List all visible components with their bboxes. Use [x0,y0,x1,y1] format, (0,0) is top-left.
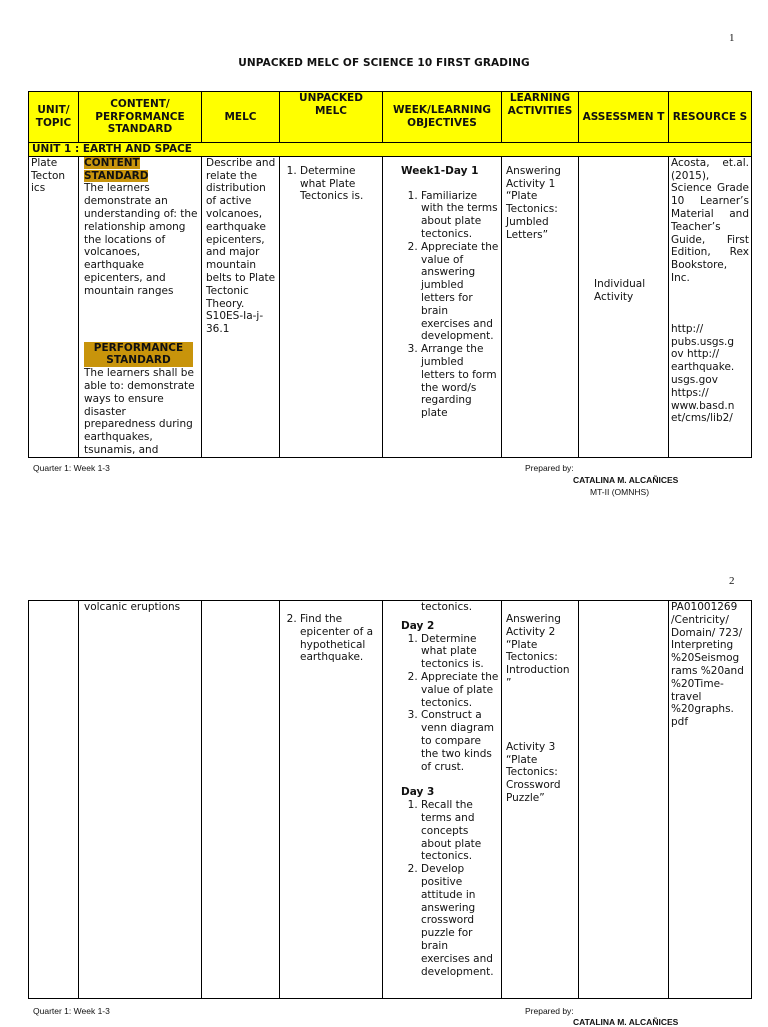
objectives-cell [383,601,502,999]
header-week-objectives: WEEK/LEARNING OBJECTIVES [383,92,502,143]
activity-text: Answering Activity 1 “Plate Tectonics: Jumbled Letters” [506,164,561,241]
header-unit-topic: UNIT/ TOPIC [29,92,79,143]
topic-cell [29,601,79,999]
document-title: UNPACKED MELC OF SCIENCE 10 FIRST GRADING [238,57,530,69]
melc-table-page2 [28,600,752,999]
day3-objective-item: 2. Develop positive attitude in answering crossword puzzle for brain exercises and development. [421,863,499,978]
page-number: 2 [729,575,735,587]
activity2-text: Answering Activity 2 “Plate Tectonics: Introduction ” [506,613,570,689]
performance-standard-text: The learners shall be able to: demonstrate ways to ensure disaster preparedness during earthquakes, tsunamis, and [84,367,195,456]
resources-cell [669,156,752,457]
footer-prepared-by: Prepared by: [525,1006,574,1016]
unpacked-melc-cell [280,601,383,999]
day2-objective-item: 3. Construct a venn diagram to compare the two kinds of crust. [421,709,499,773]
header-learning-activities: LEARNING ACTIVITIES [502,92,579,143]
header-melc: MELC [202,92,280,143]
header-unpacked-melc: UNPACKED MELC [280,92,383,143]
week-day-label: Week1-Day 1 [401,164,479,177]
melc-table-page1 [28,91,752,458]
header-assessment: ASSESSMEN T [579,92,669,143]
objective-item: 3. Arrange the jumbled letters to form the word/s regarding plate [421,343,499,420]
day2-label: Day 2 [401,619,435,632]
activities-cell [502,156,579,457]
objective-item: 2. Appreciate the value of answering jumbled letters for brain exercises and development. [421,241,499,343]
unpacked-melc-item: 2. Find the epicenter of a hypothetical earthquake. [300,613,380,664]
melc-cell [202,601,280,999]
assessment-text: Individual Activity [594,277,646,303]
day3-label: Day 3 [401,786,435,799]
standards-cell [79,601,202,999]
footer-quarter: Quarter 1: Week 1-3 [33,1006,110,1016]
activity3-text: Activity 3 “Plate Tectonics: Crossword Puzzle” [506,740,561,804]
standards-cell [79,156,202,457]
day2-objective-item: 1. Determine what plate tectonics is. [421,633,499,671]
melc-cell [202,156,280,457]
melc-text: Describe and relate the distribution of active volcanoes, earthquake epicenters, and major mountain belts to Plate Tectonic Theory. S10ES-Ia-j-36.1 [206,156,276,336]
resource-links-continuation: PA01001269 /Centricity/ Domain/ 723/ Interpreting %20Seismog rams %20and %20Time- travel %20graphs. pdf [671,601,744,729]
header-content-standard: CONTENT/ PERFORMANCE STANDARD [79,92,202,143]
unit-row: UNIT 1 : EARTH AND SPACE [29,143,752,157]
footer-author-name: CATALINA M. ALCAÑICES [573,1017,679,1027]
assessment-cell [579,156,669,457]
performance-standard-label: PERFORMANCE STANDARD [84,342,193,368]
footer-prepared-by: Prepared by: [525,463,574,473]
content-standard-text: The learners demonstrate an understanding of: the relationship among the locations of volcanoes, earthquake epicenters, and mountain ranges [84,182,198,297]
unpacked-melc-item: 1. Determine what Plate Tectonics is. [300,165,380,203]
footer-author-name: CATALINA M. ALCAÑICES [573,475,679,485]
performance-standard-continuation: volcanic eruptions [84,601,181,613]
unpacked-melc-cell [280,156,383,457]
objective-continuation: tectonics. [421,601,473,613]
day2-objective-item: 2. Appreciate the value of plate tectonics. [421,671,499,709]
content-standard-label: CONTENT STANDARD [84,156,149,182]
assessment-cell [579,601,669,999]
footer-author-position: MT-II (OMNHS) [590,487,650,497]
activities-cell [502,601,579,999]
objective-item: 1. Familiarize with the terms about plate tectonics. [421,190,499,241]
header-resources: RESOURCE S [669,92,752,143]
resource-links-text: http:// pubs.usgs.g ov http:// earthquake. usgs.gov https:// www.basd.n et/cms/lib2/ [671,322,735,425]
resource-book-text: Acosta, et.al. (2015), Science Grade 10 Learner’s Material and Teacher’s Guide, First Edition, Rex Bookstore, Inc. [671,156,749,284]
resources-cell [669,601,752,999]
day3-objective-item: 1. Recall the terms and concepts about plate tectonics. [421,799,499,863]
objectives-cell [383,156,502,457]
topic-text: Plate Tecton ics [31,156,66,195]
footer-quarter: Quarter 1: Week 1-3 [33,463,110,473]
page-number: 1 [729,32,735,44]
topic-cell [29,156,79,457]
